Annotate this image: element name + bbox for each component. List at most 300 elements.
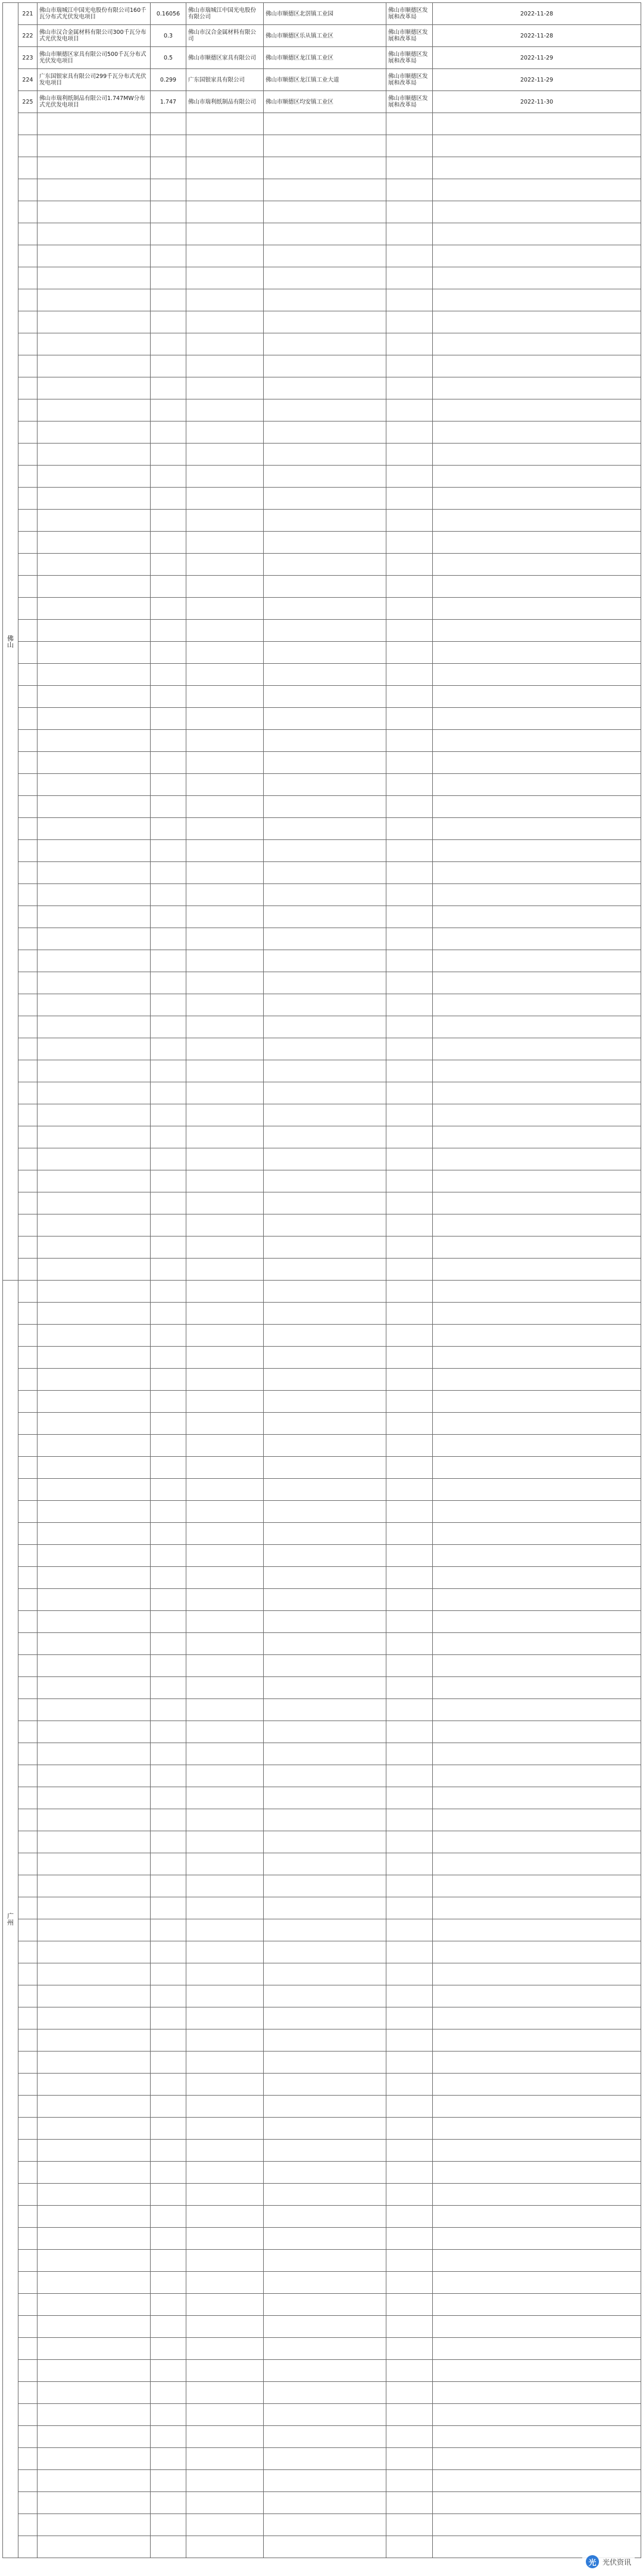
row-number-cell bbox=[18, 289, 38, 311]
row-number-cell bbox=[18, 1655, 38, 1677]
enterprise-cell bbox=[186, 2096, 264, 2118]
enterprise-cell bbox=[186, 1104, 264, 1126]
enterprise-cell bbox=[186, 2316, 264, 2338]
date-cell bbox=[433, 399, 641, 421]
table-row bbox=[3, 488, 641, 510]
row-number-cell bbox=[18, 157, 38, 179]
site-cell bbox=[264, 2096, 386, 2118]
table-row bbox=[3, 223, 641, 245]
site-cell bbox=[264, 1567, 386, 1589]
site-cell bbox=[264, 488, 386, 510]
enterprise-cell bbox=[186, 1237, 264, 1259]
site-cell bbox=[264, 774, 386, 796]
row-number-cell bbox=[18, 2360, 38, 2382]
site-cell bbox=[264, 2206, 386, 2228]
date-cell bbox=[433, 2118, 641, 2140]
authority-cell bbox=[386, 598, 433, 620]
enterprise-cell bbox=[186, 113, 264, 135]
table-row bbox=[3, 1016, 641, 1038]
table-row bbox=[3, 135, 641, 157]
row-number-cell bbox=[18, 928, 38, 950]
date-cell bbox=[433, 1875, 641, 1897]
date-cell bbox=[433, 1192, 641, 1214]
enterprise-cell bbox=[186, 444, 264, 466]
row-number-cell bbox=[18, 1214, 38, 1237]
enterprise-cell bbox=[186, 686, 264, 708]
row-number-cell bbox=[18, 1567, 38, 1589]
capacity-cell bbox=[151, 2074, 186, 2096]
row-number-cell bbox=[18, 377, 38, 399]
table-row bbox=[3, 2206, 641, 2228]
capacity-cell bbox=[151, 355, 186, 377]
date-cell bbox=[433, 1347, 641, 1369]
table-row bbox=[3, 2250, 641, 2272]
site-cell bbox=[264, 1765, 386, 1787]
enterprise-cell bbox=[186, 1457, 264, 1479]
row-number-cell bbox=[18, 1765, 38, 1787]
capacity-cell: 0.16056 bbox=[151, 3, 186, 25]
date-cell bbox=[433, 752, 641, 774]
authority-cell bbox=[386, 510, 433, 532]
site-cell bbox=[264, 355, 386, 377]
enterprise-cell bbox=[186, 311, 264, 333]
date-cell bbox=[433, 1369, 641, 1391]
row-number-cell bbox=[18, 1082, 38, 1104]
table-row bbox=[3, 311, 641, 333]
site-cell bbox=[264, 532, 386, 554]
project-name-cell: 广东国银家具有限公司299千瓦分布式光伏发电项目 bbox=[38, 69, 151, 91]
date-cell bbox=[433, 1237, 641, 1259]
capacity-cell bbox=[151, 1941, 186, 1963]
row-number-cell bbox=[18, 1963, 38, 1985]
authority-cell bbox=[386, 2228, 433, 2250]
table-row bbox=[3, 2096, 641, 2118]
table-row bbox=[3, 1787, 641, 1809]
date-cell bbox=[433, 1567, 641, 1589]
capacity-cell bbox=[151, 796, 186, 818]
date-cell bbox=[433, 1126, 641, 1148]
authority-cell bbox=[386, 642, 433, 664]
authority-cell bbox=[386, 2029, 433, 2052]
table-row bbox=[3, 2470, 641, 2492]
project-name-cell bbox=[38, 1919, 151, 1941]
enterprise-cell bbox=[186, 2140, 264, 2162]
project-name-cell bbox=[38, 289, 151, 311]
project-name-cell bbox=[38, 2404, 151, 2426]
authority-cell bbox=[386, 1677, 433, 1699]
date-cell bbox=[433, 576, 641, 598]
row-number-cell bbox=[18, 796, 38, 818]
site-cell bbox=[264, 1413, 386, 1435]
capacity-cell bbox=[151, 1281, 186, 1303]
capacity-cell bbox=[151, 1325, 186, 1347]
project-name-cell bbox=[38, 1325, 151, 1347]
project-name-cell bbox=[38, 2448, 151, 2470]
project-name-cell bbox=[38, 1853, 151, 1875]
project-name-cell bbox=[38, 642, 151, 664]
project-name-cell bbox=[38, 2250, 151, 2272]
date-cell bbox=[433, 2250, 641, 2272]
project-name-cell bbox=[38, 1655, 151, 1677]
enterprise-cell bbox=[186, 1699, 264, 1721]
project-name-cell bbox=[38, 796, 151, 818]
authority-cell bbox=[386, 1589, 433, 1611]
capacity-cell bbox=[151, 1831, 186, 1853]
authority-cell bbox=[386, 1897, 433, 1919]
capacity-cell bbox=[151, 289, 186, 311]
authority-cell bbox=[386, 928, 433, 950]
date-cell bbox=[433, 267, 641, 289]
date-cell bbox=[433, 906, 641, 928]
row-number-cell bbox=[18, 1060, 38, 1082]
row-number-cell bbox=[18, 510, 38, 532]
enterprise-cell bbox=[186, 818, 264, 840]
row-number-cell bbox=[18, 1677, 38, 1699]
authority-cell bbox=[386, 157, 433, 179]
date-cell bbox=[433, 1677, 641, 1699]
table-row bbox=[3, 576, 641, 598]
capacity-cell bbox=[151, 2118, 186, 2140]
site-cell bbox=[264, 113, 386, 135]
authority-cell bbox=[386, 1148, 433, 1170]
project-name-cell bbox=[38, 1104, 151, 1126]
capacity-cell bbox=[151, 245, 186, 267]
table-row bbox=[3, 201, 641, 223]
project-name-cell bbox=[38, 686, 151, 708]
project-name-cell: 佛山市汉合金属材料有限公司300千瓦分布式光伏发电项目 bbox=[38, 25, 151, 47]
authority-cell bbox=[386, 2360, 433, 2382]
authority-cell bbox=[386, 532, 433, 554]
enterprise-cell bbox=[186, 2294, 264, 2316]
capacity-cell bbox=[151, 620, 186, 642]
row-number-cell bbox=[18, 2250, 38, 2272]
table-row bbox=[3, 796, 641, 818]
authority-cell bbox=[386, 1941, 433, 1963]
authority-cell bbox=[386, 1038, 433, 1060]
row-number-cell bbox=[18, 840, 38, 862]
site-cell bbox=[264, 2426, 386, 2448]
enterprise-cell bbox=[186, 1170, 264, 1192]
date-cell: 2022-11-28 bbox=[433, 3, 641, 25]
capacity-cell bbox=[151, 2184, 186, 2206]
capacity-cell bbox=[151, 201, 186, 223]
project-name-cell bbox=[38, 1501, 151, 1523]
authority-cell bbox=[386, 2184, 433, 2206]
enterprise-cell: 佛山市瑞利纸制品有限公司 bbox=[186, 91, 264, 113]
row-number-cell bbox=[18, 1523, 38, 1545]
date-cell bbox=[433, 201, 641, 223]
enterprise-cell bbox=[186, 2426, 264, 2448]
authority-cell bbox=[386, 1831, 433, 1853]
project-name-cell bbox=[38, 972, 151, 994]
row-number-cell bbox=[18, 488, 38, 510]
enterprise-cell bbox=[186, 1941, 264, 1963]
enterprise-cell bbox=[186, 2448, 264, 2470]
authority-cell bbox=[386, 1082, 433, 1104]
table-row bbox=[3, 69, 641, 91]
project-name-cell bbox=[38, 774, 151, 796]
date-cell bbox=[433, 2074, 641, 2096]
table-row bbox=[3, 25, 641, 47]
date-cell bbox=[433, 1919, 641, 1941]
table-row bbox=[3, 399, 641, 421]
site-cell bbox=[264, 1677, 386, 1699]
enterprise-cell bbox=[186, 2118, 264, 2140]
row-number-cell bbox=[18, 113, 38, 135]
row-number-cell bbox=[18, 1875, 38, 1897]
table-row bbox=[3, 466, 641, 488]
document-page bbox=[0, 2, 643, 2576]
row-number-cell bbox=[18, 1457, 38, 1479]
row-number-cell bbox=[18, 1699, 38, 1721]
enterprise-cell bbox=[186, 2007, 264, 2029]
capacity-cell bbox=[151, 488, 186, 510]
table-row bbox=[3, 1765, 641, 1787]
table-row bbox=[3, 1919, 641, 1941]
table-row bbox=[3, 1567, 641, 1589]
row-number-cell bbox=[18, 994, 38, 1016]
authority-cell bbox=[386, 2140, 433, 2162]
date-cell bbox=[433, 686, 641, 708]
table-row bbox=[3, 2426, 641, 2448]
project-name-cell bbox=[38, 1897, 151, 1919]
authority-cell bbox=[386, 2007, 433, 2029]
wechat-icon: 光 bbox=[586, 2555, 599, 2568]
table-row bbox=[3, 730, 641, 752]
date-cell bbox=[433, 1831, 641, 1853]
table-row bbox=[3, 642, 641, 664]
site-cell bbox=[264, 598, 386, 620]
capacity-cell bbox=[151, 1457, 186, 1479]
capacity-cell bbox=[151, 862, 186, 884]
site-cell bbox=[264, 1919, 386, 1941]
table-row bbox=[3, 2029, 641, 2052]
enterprise-cell bbox=[186, 1611, 264, 1633]
project-name-cell bbox=[38, 1633, 151, 1655]
row-number-cell bbox=[18, 135, 38, 157]
table-row bbox=[3, 1281, 641, 1303]
row-number-cell bbox=[18, 1743, 38, 1765]
table-row bbox=[3, 1347, 641, 1369]
project-name-cell bbox=[38, 1413, 151, 1435]
authority-cell bbox=[386, 994, 433, 1016]
date-cell bbox=[433, 862, 641, 884]
site-cell bbox=[264, 1104, 386, 1126]
capacity-cell bbox=[151, 421, 186, 444]
date-cell bbox=[433, 1897, 641, 1919]
date-cell bbox=[433, 2272, 641, 2294]
authority-cell bbox=[386, 1523, 433, 1545]
enterprise-cell bbox=[186, 862, 264, 884]
authority-cell bbox=[386, 2316, 433, 2338]
authority-cell bbox=[386, 840, 433, 862]
site-cell bbox=[264, 333, 386, 355]
enterprise-cell bbox=[186, 510, 264, 532]
table-row bbox=[3, 157, 641, 179]
capacity-cell bbox=[151, 2360, 186, 2382]
authority-cell bbox=[386, 708, 433, 730]
enterprise-cell bbox=[186, 421, 264, 444]
site-cell bbox=[264, 1082, 386, 1104]
date-cell bbox=[433, 289, 641, 311]
site-cell bbox=[264, 135, 386, 157]
site-cell: 佛山市顺德区均安镇工业区 bbox=[264, 91, 386, 113]
site-cell bbox=[264, 2536, 386, 2558]
project-name-cell bbox=[38, 2052, 151, 2074]
row-number-cell bbox=[18, 2052, 38, 2074]
enterprise-cell bbox=[186, 1325, 264, 1347]
authority-cell bbox=[386, 2514, 433, 2536]
authority-cell: 佛山市顺德区发展和改革局 bbox=[386, 47, 433, 69]
enterprise-cell bbox=[186, 1479, 264, 1501]
date-cell bbox=[433, 466, 641, 488]
enterprise-cell bbox=[186, 488, 264, 510]
row-number-cell bbox=[18, 444, 38, 466]
project-name-cell bbox=[38, 201, 151, 223]
row-number-cell bbox=[18, 1985, 38, 2007]
enterprise-cell bbox=[186, 1214, 264, 1237]
project-name-cell bbox=[38, 2096, 151, 2118]
enterprise-cell bbox=[186, 2184, 264, 2206]
enterprise-cell bbox=[186, 1303, 264, 1325]
date-cell bbox=[433, 972, 641, 994]
project-name-cell bbox=[38, 1214, 151, 1237]
date-cell bbox=[433, 2470, 641, 2492]
row-number-cell bbox=[18, 267, 38, 289]
table-row bbox=[3, 267, 641, 289]
project-name-cell bbox=[38, 113, 151, 135]
authority-cell bbox=[386, 1214, 433, 1237]
authority-cell bbox=[386, 1501, 433, 1523]
table-row bbox=[3, 532, 641, 554]
enterprise-cell bbox=[186, 2492, 264, 2514]
site-cell bbox=[264, 377, 386, 399]
project-name-cell bbox=[38, 1457, 151, 1479]
authority-cell bbox=[386, 1060, 433, 1082]
enterprise-cell bbox=[186, 1589, 264, 1611]
capacity-cell bbox=[151, 994, 186, 1016]
enterprise-cell bbox=[186, 928, 264, 950]
date-cell bbox=[433, 730, 641, 752]
site-cell bbox=[264, 2514, 386, 2536]
authority-cell bbox=[386, 444, 433, 466]
site-cell bbox=[264, 223, 386, 245]
project-name-cell bbox=[38, 862, 151, 884]
authority-cell bbox=[386, 1853, 433, 1875]
authority-cell bbox=[386, 2294, 433, 2316]
site-cell bbox=[264, 421, 386, 444]
capacity-cell bbox=[151, 223, 186, 245]
date-cell: 2022-11-30 bbox=[433, 91, 641, 113]
enterprise-cell bbox=[186, 1897, 264, 1919]
date-cell bbox=[433, 1303, 641, 1325]
site-cell bbox=[264, 1743, 386, 1765]
project-name-cell bbox=[38, 1941, 151, 1963]
date-cell bbox=[433, 1082, 641, 1104]
table-row bbox=[3, 686, 641, 708]
row-number-cell bbox=[18, 2029, 38, 2052]
date-cell bbox=[433, 1501, 641, 1523]
authority-cell bbox=[386, 2426, 433, 2448]
authority-cell bbox=[386, 1809, 433, 1831]
table-row bbox=[3, 1611, 641, 1633]
capacity-cell bbox=[151, 510, 186, 532]
project-name-cell bbox=[38, 2536, 151, 2558]
site-cell bbox=[264, 664, 386, 686]
date-cell bbox=[433, 1038, 641, 1060]
capacity-cell bbox=[151, 1985, 186, 2007]
table-row bbox=[3, 2360, 641, 2382]
capacity-cell bbox=[151, 444, 186, 466]
project-name-cell bbox=[38, 311, 151, 333]
table-row bbox=[3, 179, 641, 201]
date-cell bbox=[433, 2426, 641, 2448]
date-cell bbox=[433, 1963, 641, 1985]
date-cell bbox=[433, 928, 641, 950]
table-row bbox=[3, 2162, 641, 2184]
project-name-cell bbox=[38, 950, 151, 972]
row-number-cell bbox=[18, 686, 38, 708]
date-cell bbox=[433, 1721, 641, 1743]
project-name-cell bbox=[38, 1038, 151, 1060]
authority-cell bbox=[386, 1611, 433, 1633]
table-row bbox=[3, 1325, 641, 1347]
authority-cell bbox=[386, 113, 433, 135]
enterprise-cell bbox=[186, 1347, 264, 1369]
date-cell bbox=[433, 1699, 641, 1721]
row-number-cell bbox=[18, 2448, 38, 2470]
capacity-cell bbox=[151, 2250, 186, 2272]
enterprise-cell: 佛山市瑞城江中国光电股份有限公司 bbox=[186, 3, 264, 25]
date-cell bbox=[433, 1633, 641, 1655]
capacity-cell bbox=[151, 179, 186, 201]
site-cell bbox=[264, 1369, 386, 1391]
project-name-cell bbox=[38, 1963, 151, 1985]
site-cell bbox=[264, 730, 386, 752]
enterprise-cell bbox=[186, 1413, 264, 1435]
table-body bbox=[3, 3, 641, 2558]
date-cell bbox=[433, 554, 641, 576]
authority-cell bbox=[386, 1192, 433, 1214]
authority-cell bbox=[386, 2536, 433, 2558]
site-cell bbox=[264, 1126, 386, 1148]
table-row bbox=[3, 1126, 641, 1148]
project-name-cell bbox=[38, 444, 151, 466]
enterprise-cell bbox=[186, 620, 264, 642]
table-row bbox=[3, 355, 641, 377]
site-cell bbox=[264, 1259, 386, 1281]
capacity-cell bbox=[151, 1589, 186, 1611]
row-number-cell bbox=[18, 2338, 38, 2360]
authority-cell: 佛山市顺德区发展和改革局 bbox=[386, 3, 433, 25]
project-name-cell bbox=[38, 1567, 151, 1589]
site-cell bbox=[264, 862, 386, 884]
authority-cell bbox=[386, 1919, 433, 1941]
site-cell bbox=[264, 1303, 386, 1325]
project-name-cell: 佛山市顺德区家具有限公司500千瓦分布式光伏发电项目 bbox=[38, 47, 151, 69]
site-cell bbox=[264, 399, 386, 421]
table-row bbox=[3, 1104, 641, 1126]
site-cell bbox=[264, 840, 386, 862]
row-number-cell bbox=[18, 399, 38, 421]
table-row bbox=[3, 1677, 641, 1699]
authority-cell bbox=[386, 488, 433, 510]
table-row bbox=[3, 1963, 641, 1985]
capacity-cell bbox=[151, 1919, 186, 1941]
project-name-cell bbox=[38, 2029, 151, 2052]
project-name-cell bbox=[38, 1435, 151, 1457]
capacity-cell bbox=[151, 2536, 186, 2558]
